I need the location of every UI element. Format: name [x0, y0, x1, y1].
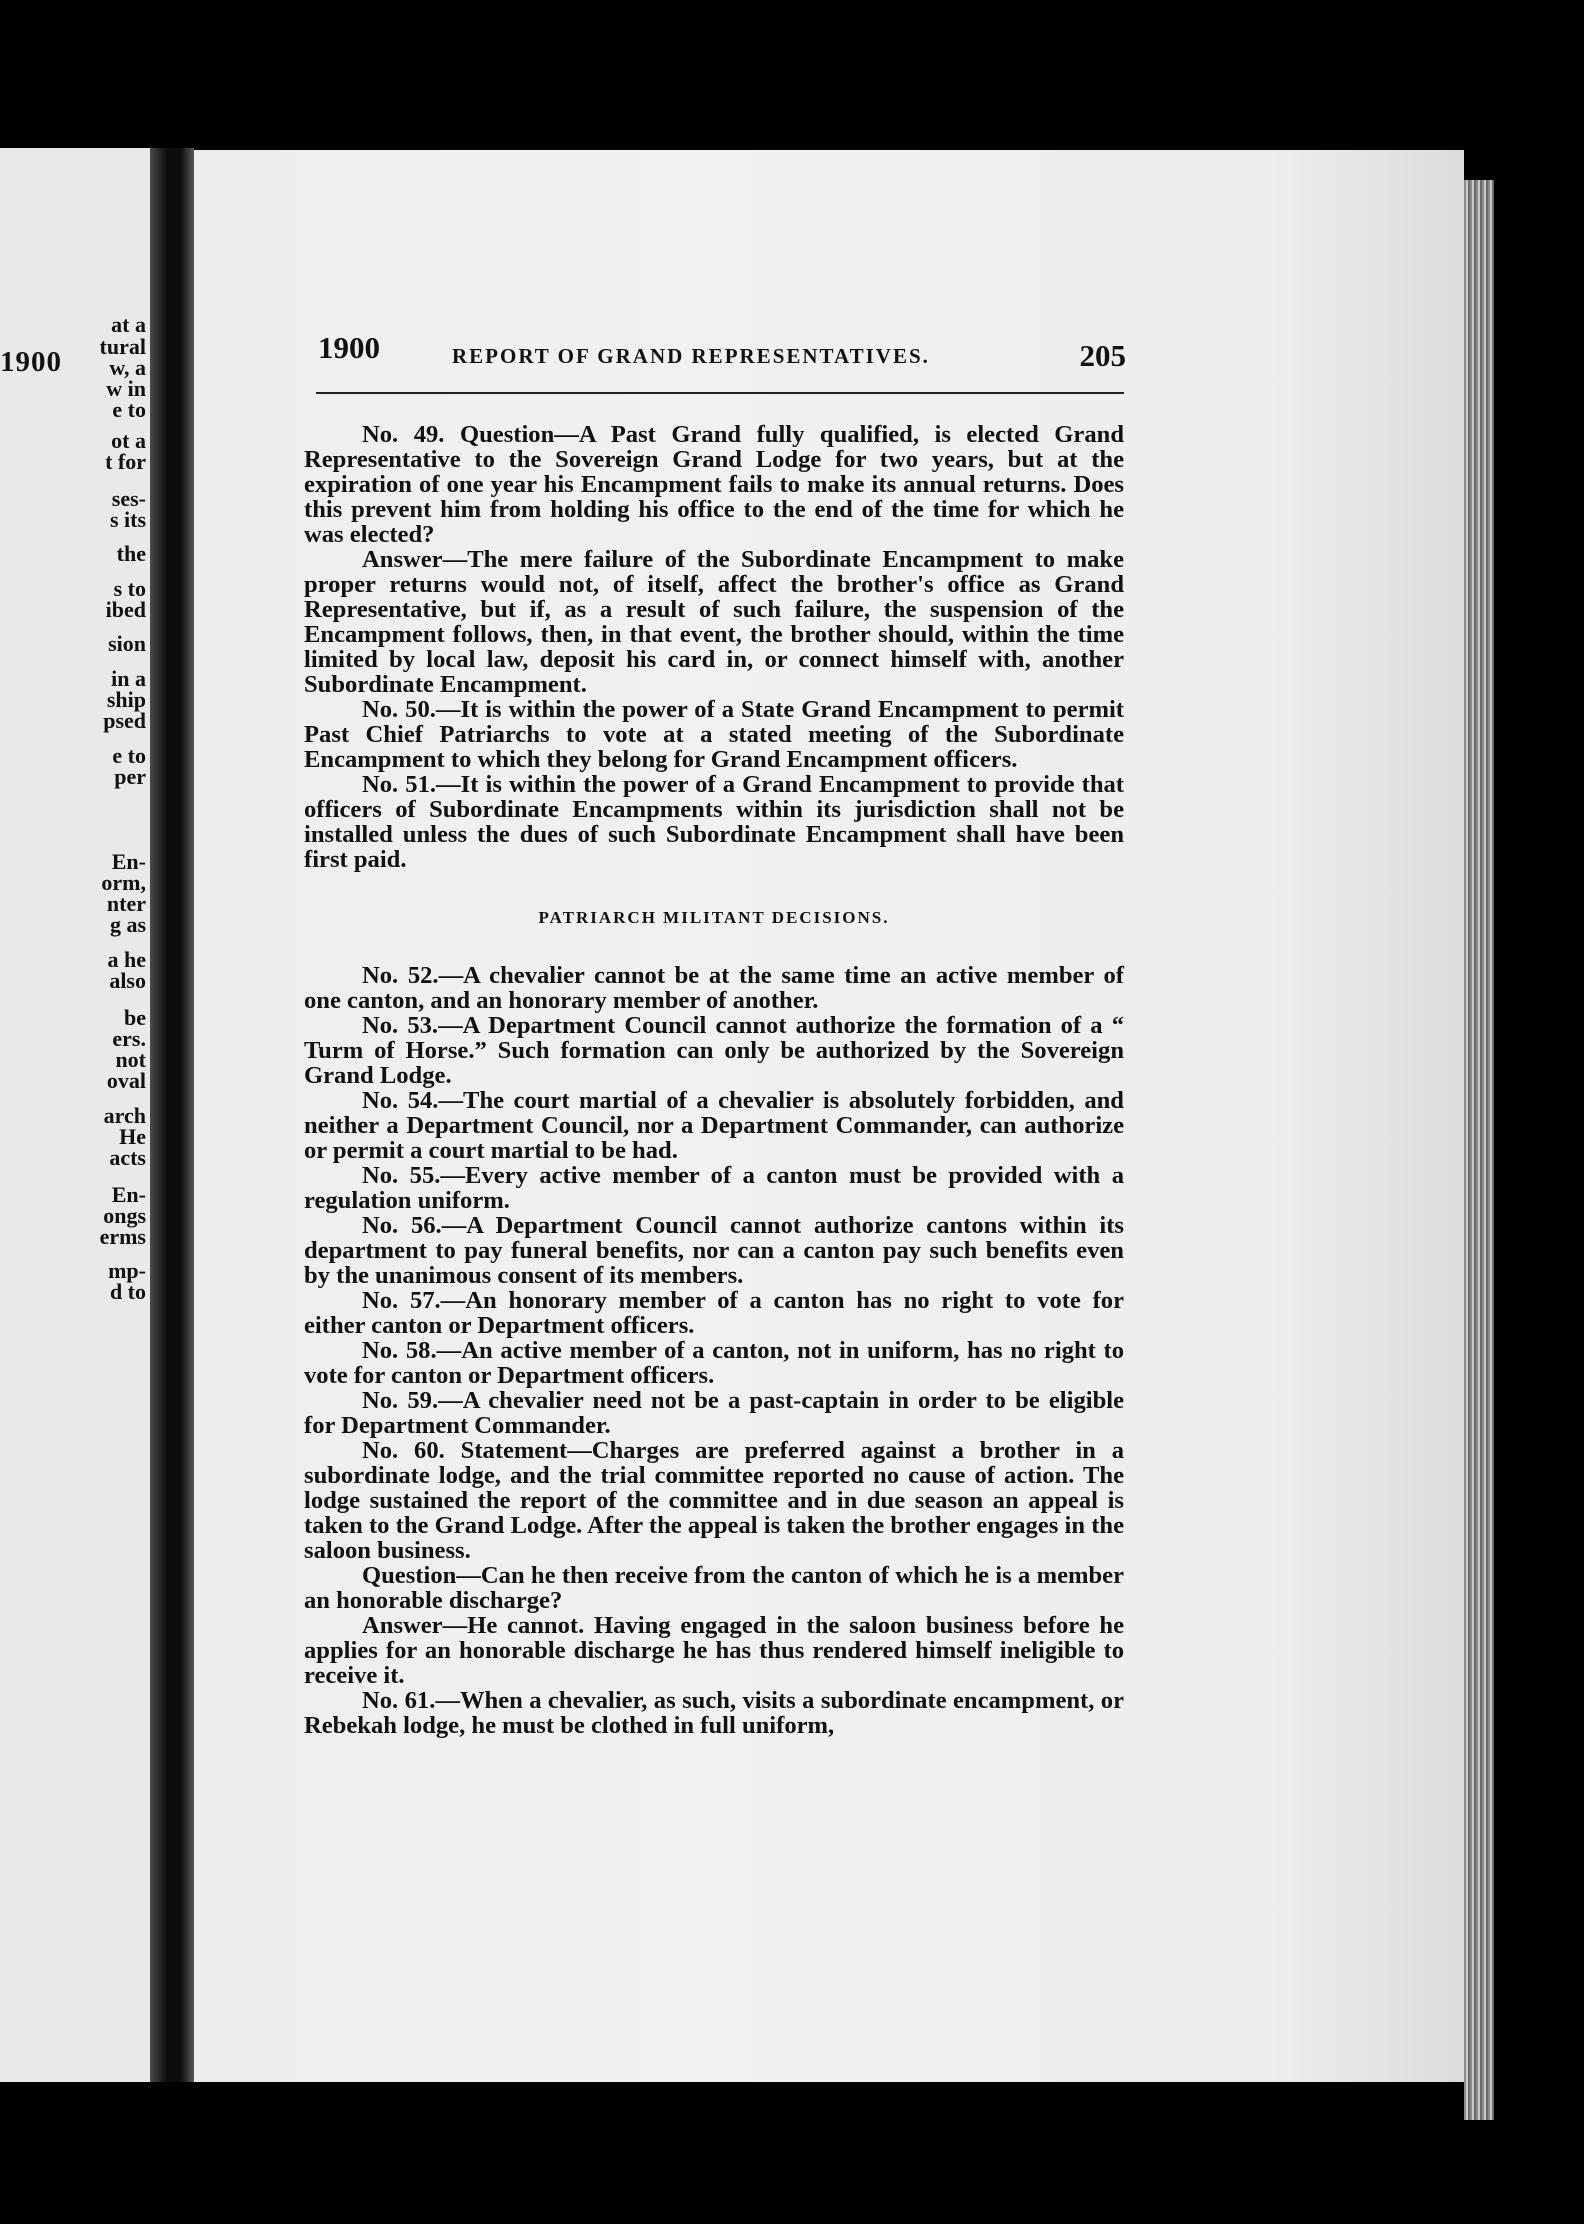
header-title: REPORT OF GRAND REPRESENTATIVES. [452, 344, 930, 368]
header-rule [316, 392, 1124, 394]
decision-paragraph: No. 50.—It is within the power of a State Grand Encampment to permit Past Chief Patriarchs to vote at a stated meeting of the Subordinate Encampment to which they belong for Grand Encampment officers. [304, 696, 1124, 773]
left-page-text-fragment: t for [105, 449, 146, 474]
decision-paragraph: No. 56.—A Department Council cannot authorize cantons within its department to pay funeral benefits, nor can a canton pay such benefits even by the unanimous consent of its members. [304, 1212, 1124, 1289]
left-facing-page [0, 148, 150, 2082]
left-page-text-fragment: ongs [103, 1203, 146, 1228]
page-number: 205 [1079, 338, 1126, 373]
left-page-text-fragment: He [119, 1124, 146, 1149]
left-page-text-fragment: nter [106, 891, 146, 916]
decision-paragraph: No. 52.—A chevalier cannot be at the same time an active member of one canton, and an honorary member of another. [304, 962, 1124, 1014]
left-page-text-fragment: ship [106, 687, 146, 712]
decision-paragraph: No. 49. Question—A Past Grand fully qualified, is elected Grand Representative to the Sovereign Grand Lodge for two years, but at the expiration of one year his Encampment fails to make its annual returns. Does this prevent him from holding his office to the end of the time for which he was elected? [304, 421, 1124, 548]
left-page-text-fragment: the [116, 541, 146, 566]
decisions-encampment [304, 422, 1124, 872]
left-page-text-fragment: d to [109, 1279, 146, 1304]
left-page-text-fragment: a he [107, 947, 146, 972]
decision-paragraph: No. 61.—When a chevalier, as such, visits a subordinate encampment, or Rebekah lodge, he must be clothed in full uniform, [304, 1687, 1124, 1739]
decision-paragraph: No. 57.—An honorary member of a canton has no right to vote for either canton or Department officers. [304, 1287, 1124, 1339]
decision-paragraph: No. 55.—Every active member of a canton must be provided with a regulation uniform. [304, 1162, 1124, 1214]
left-page-text-fragment: orm, [101, 870, 146, 895]
left-page-text-fragment: ses- [111, 486, 146, 511]
left-page-text-fragment: e to [112, 743, 146, 768]
decision-paragraph: No. 58.—An active member of a canton, not in uniform, has no right to vote for canton or Department officers. [304, 1337, 1124, 1389]
left-page-text-fragment: En- [111, 1182, 146, 1207]
decision-paragraph: Question—Can he then receive from the canton of which he is a member an honorable discharge? [304, 1562, 1124, 1614]
decision-paragraph: Answer—He cannot. Having engaged in the saloon business before he applies for an honorable discharge he has thus rendered himself ineligible to receive it. [304, 1612, 1124, 1689]
left-page-text-fragment: per [114, 764, 146, 789]
decisions-patriarch-militant [304, 963, 1124, 1738]
book-gutter [150, 148, 194, 2082]
left-page-text-fragment: En- [111, 849, 146, 874]
page-body [304, 422, 1124, 1738]
left-page-text-fragment: not [115, 1047, 146, 1072]
left-page-text-fragment: sion [108, 631, 146, 656]
left-page-text-fragment: e to [112, 397, 146, 422]
left-page-text-fragment: w, a [109, 355, 146, 380]
running-head [318, 330, 1128, 384]
left-page-text-fragment: ers. [112, 1026, 146, 1051]
left-page-text-fragment: mp- [108, 1258, 146, 1283]
left-page-text-fragment: w in [106, 376, 146, 401]
decision-paragraph: No. 51.—It is within the power of a Grand Encampment to provide that officers of Subordinate Encampments within its jurisdiction shall not be installed unless the dues of such Subordinate Encampment shall have been first paid. [304, 771, 1124, 873]
header-year: 1900 [318, 330, 380, 365]
decision-paragraph: No. 60. Statement—Charges are preferred against a brother in a subordinate lodge, and the trial committee reported no cause of action. The lodge sustained the report of the committee and in due season an appeal is taken to the Grand Lodge. After the appeal is taken the brother engages in the saloon business. [304, 1437, 1124, 1564]
left-page-text-fragment: in a [111, 666, 146, 691]
left-page-text-fragment: arch [103, 1103, 146, 1128]
left-page-text-fragment: at a [111, 312, 146, 337]
left-page-text-fragment: psed [103, 708, 146, 733]
left-page-text-fragment: s to [113, 576, 146, 601]
left-page-text-fragment: g as [109, 912, 146, 937]
left-page-text-fragment: also [109, 968, 146, 993]
decision-paragraph: No. 54.—The court martial of a chevalier is absolutely forbidden, and neither a Department Council, nor a Department Commander, can authorize or permit a court martial to be had. [304, 1087, 1124, 1164]
left-page-text-fragment: tural [99, 334, 146, 359]
left-page-year: 1900 [0, 346, 62, 378]
section-heading: PATRIARCH MILITANT DECISIONS. [538, 908, 890, 927]
decision-paragraph: No. 53.—A Department Council cannot authorize the formation of a “ Turm of Horse.” Such formation can only be authorized by the Sovereign Grand Lodge. [304, 1012, 1124, 1089]
left-page-text-fragment: ot a [111, 428, 146, 453]
left-page-text-fragment: s its [109, 507, 146, 532]
left-page-text-fragment: oval [106, 1068, 146, 1093]
decision-paragraph: No. 59.—A chevalier need not be a past-captain in order to be eligible for Department Commander. [304, 1387, 1124, 1439]
left-page-text-fragment: acts [109, 1145, 146, 1170]
decision-paragraph: Answer—The mere failure of the Subordinate Encampment to make proper returns would not, of itself, affect the brother's office as Grand Representative, but if, as a result of such failure, the suspension of the Encampment follows, then, in that event, the brother should, within the time limited by local law, deposit his card in, or connect himself with, another Subordinate Encampment. [304, 546, 1124, 698]
left-page-text-fragment: be [124, 1005, 146, 1030]
page-edges [1464, 180, 1494, 2120]
left-page-text-fragment: erms [99, 1224, 146, 1249]
left-page-text-fragment: ibed [105, 597, 146, 622]
